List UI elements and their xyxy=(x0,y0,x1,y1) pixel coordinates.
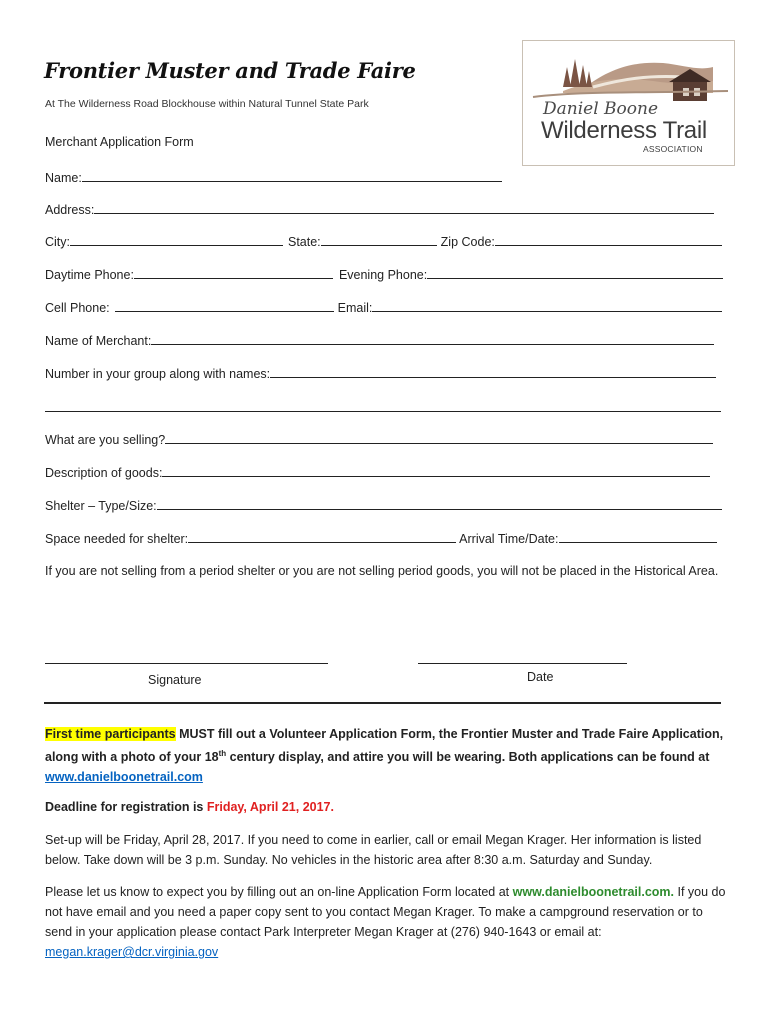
contact-website-link[interactable]: www.danielboonetrail.com. xyxy=(512,885,675,899)
first-time-paragraph xyxy=(45,724,735,787)
name-row xyxy=(45,169,502,185)
contact-text-a: Please let us know to expect you by filling out an on-line Application Form located at xyxy=(45,885,513,899)
date-label: Date xyxy=(527,670,554,684)
email-label: Email: xyxy=(337,301,373,315)
logo-sub-text: ASSOCIATION xyxy=(643,144,703,154)
merchant-name-field[interactable] xyxy=(151,332,714,345)
date-field[interactable] xyxy=(418,662,627,664)
daytime-phone-label: Daytime Phone: xyxy=(45,268,134,282)
evening-phone-label: Evening Phone: xyxy=(338,268,428,282)
email-field[interactable] xyxy=(372,299,722,312)
first-time-superscript: th xyxy=(218,749,227,758)
zip-label: Zip Code: xyxy=(440,235,495,249)
address-label: Address: xyxy=(45,203,95,217)
cell-email-row xyxy=(45,299,722,315)
selling-field[interactable] xyxy=(165,431,713,444)
state-field[interactable] xyxy=(321,233,437,246)
signature-field[interactable] xyxy=(45,662,328,664)
logo-main-text: Wilderness Trail xyxy=(541,117,707,144)
city-field[interactable] xyxy=(70,233,283,246)
logo-script-text: Daniel Boone xyxy=(543,99,659,119)
contact-paragraph xyxy=(45,882,729,962)
space-field[interactable] xyxy=(188,530,456,543)
signature-label: Signature xyxy=(148,673,202,687)
deadline-paragraph xyxy=(45,797,735,817)
description-field[interactable] xyxy=(162,464,710,477)
merchant-row xyxy=(45,332,714,348)
association-logo xyxy=(522,40,735,166)
group-number-label: Number in your group along with names: xyxy=(45,367,271,381)
address-field[interactable] xyxy=(94,201,714,214)
merchant-name-label: Name of Merchant: xyxy=(45,334,152,348)
shelter-field[interactable] xyxy=(157,497,722,510)
selling-row xyxy=(45,431,713,447)
shelter-row xyxy=(45,497,722,513)
address-row xyxy=(45,201,714,217)
selling-label: What are you selling? xyxy=(45,433,166,447)
contact-email-link[interactable]: megan.krager@dcr.virginia.gov xyxy=(45,945,219,959)
name-label: Name: xyxy=(45,171,82,185)
first-time-text-a: MUST fill out a Volunteer Application Form, the Frontier Muster and Trade Faire Application, along with a photo of your 18 xyxy=(45,727,724,765)
deadline-label: Deadline for registration is xyxy=(45,800,207,814)
description-label: Description of goods: xyxy=(45,466,163,480)
space-label: Space needed for shelter: xyxy=(45,532,189,546)
page-title: Frontier Muster and Trade Faire xyxy=(44,58,416,83)
phone-row xyxy=(45,266,723,282)
section-divider xyxy=(44,702,721,704)
arrival-label: Arrival Time/Date: xyxy=(459,532,559,546)
group-row xyxy=(45,365,716,381)
deadline-date: Friday, April 21, 2017. xyxy=(206,800,334,814)
group-names-field[interactable] xyxy=(45,399,721,412)
daytime-phone-field[interactable] xyxy=(134,266,333,279)
setup-paragraph: Set-up will be Friday, April 28, 2017. If you need to come in earlier, call or email Megan Krager. Her information is listed below. Take down will be 3 p.m. Sunday. No vehicles in the historic area after 8:30 a.m. Saturday and Sunday. xyxy=(45,833,702,867)
shelter-label: Shelter – Type/Size: xyxy=(45,499,157,513)
description-row xyxy=(45,464,710,480)
cell-phone-label: Cell Phone: xyxy=(45,301,110,315)
historical-area-note: If you are not selling from a period shelter or you are not selling period goods, you will not be placed in the Historical Area. xyxy=(45,564,719,578)
name-field[interactable] xyxy=(82,169,502,182)
state-label: State: xyxy=(288,235,321,249)
page-subtitle: At The Wilderness Road Blockhouse within Natural Tunnel State Park xyxy=(45,98,369,110)
evening-phone-field[interactable] xyxy=(427,266,723,279)
cell-phone-field[interactable] xyxy=(115,299,334,312)
zip-field[interactable] xyxy=(495,233,722,246)
space-arrival-row xyxy=(45,530,717,546)
website-link[interactable]: www.danielboonetrail.com xyxy=(45,770,203,785)
city-label: City: xyxy=(45,235,70,249)
arrival-field[interactable] xyxy=(559,530,717,543)
group-number-field[interactable] xyxy=(270,365,716,378)
first-time-highlight: First time participants xyxy=(45,727,176,741)
first-time-text-b: century display, and attire you will be wearing. Both applications can be found at xyxy=(226,750,710,765)
form-heading: Merchant Application Form xyxy=(45,135,194,149)
contact-text-b: If you do not have email and you need a paper copy sent to you contact Megan Krager. To make a campground reservation or to send in your application please contact Park Interpreter Megan Krager at (276) 940-1643 or email at: xyxy=(45,885,726,939)
city-state-zip-row xyxy=(45,233,722,249)
